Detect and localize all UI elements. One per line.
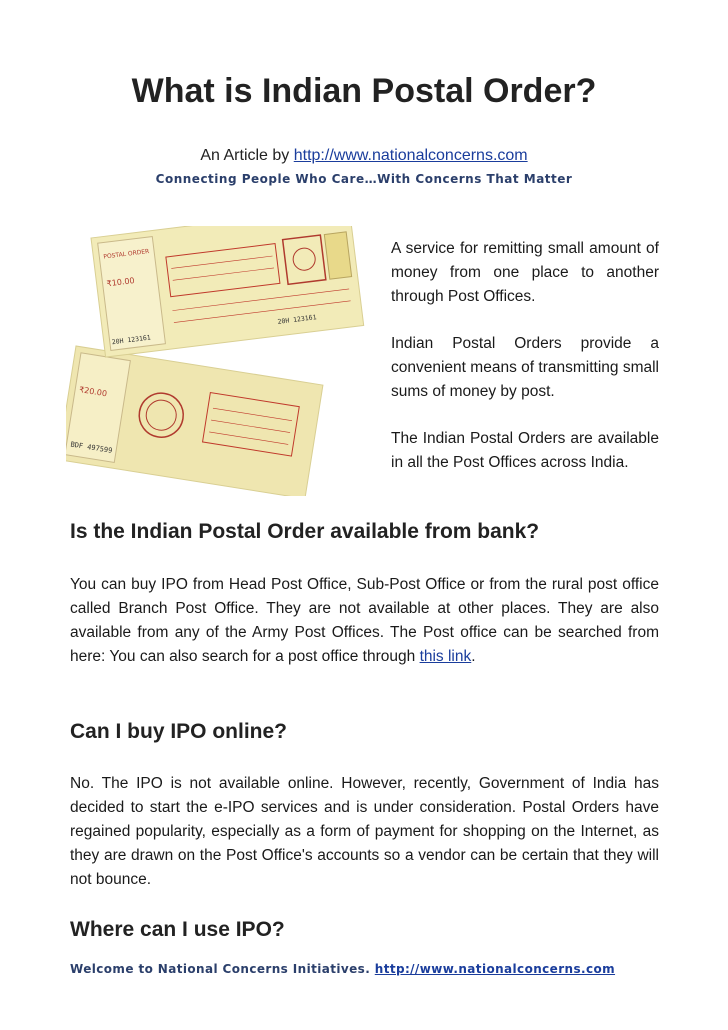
footer-text: Welcome to National Concerns Initiatives. bbox=[70, 962, 375, 976]
heading-online: Can I buy IPO online? bbox=[70, 720, 288, 743]
postal-order-back bbox=[66, 346, 323, 496]
postal-order-front bbox=[91, 226, 364, 357]
serial-1: 20H 123161 bbox=[111, 333, 152, 347]
heading-use: Where can I use IPO? bbox=[70, 918, 285, 941]
postal-order-illustration bbox=[66, 226, 366, 496]
top-amount: ₹10.00 bbox=[106, 276, 136, 289]
footer-link[interactable]: http://www.nationalconcerns.com bbox=[374, 962, 616, 976]
paragraph-bank-text: You can buy IPO from Head Post Office, Sub-Post Office or from the rural post office called Branch Post Office. They are not available at other places. They are also available from any of the Army Post Offices. The Post office can be searched from here: You can also search for a post office through bbox=[70, 576, 659, 665]
byline-prefix: An Article by bbox=[200, 147, 294, 164]
paragraph-bank bbox=[70, 573, 659, 669]
intro-text bbox=[391, 237, 659, 498]
page-footer bbox=[70, 962, 670, 976]
order-label: POSTAL ORDER bbox=[102, 248, 150, 261]
serial-3: BDF 497599 bbox=[69, 440, 113, 455]
this-link[interactable]: this link bbox=[419, 648, 472, 665]
serial-2: 20H 123161 bbox=[277, 313, 317, 326]
heading-bank: Is the Indian Postal Order available from bank? bbox=[70, 520, 540, 543]
intro-paragraph-2: Indian Postal Orders provide a convenient means of transmitting small sums of money by post. bbox=[391, 335, 659, 400]
intro-paragraph-1: A service for remitting small amount of money from one place to another through Post Offices. bbox=[391, 240, 659, 305]
intro-paragraph-3: The Indian Postal Orders are available in all the Post Offices across India. bbox=[391, 430, 659, 471]
paragraph-online: No. The IPO is not available online. However, recently, Government of India has decided to start the e-IPO services and is under consideration. Postal Orders have regained popularity, especially as a form of payment for shopping on the Internet, as they are drawn on the Post Office's accounts so a vendor can be certain that they will not bounce. bbox=[70, 775, 659, 888]
byline-link[interactable]: http://www.nationalconcerns.com bbox=[293, 147, 528, 164]
paragraph-bank-end: . bbox=[471, 648, 476, 665]
byline bbox=[0, 147, 728, 165]
tagline: Connecting People Who Care…With Concerns That Matter bbox=[155, 172, 573, 186]
bottom-amount: ₹20.00 bbox=[78, 385, 108, 399]
postal-order-photo bbox=[66, 226, 366, 496]
page-title: What is Indian Postal Order? bbox=[131, 72, 597, 110]
